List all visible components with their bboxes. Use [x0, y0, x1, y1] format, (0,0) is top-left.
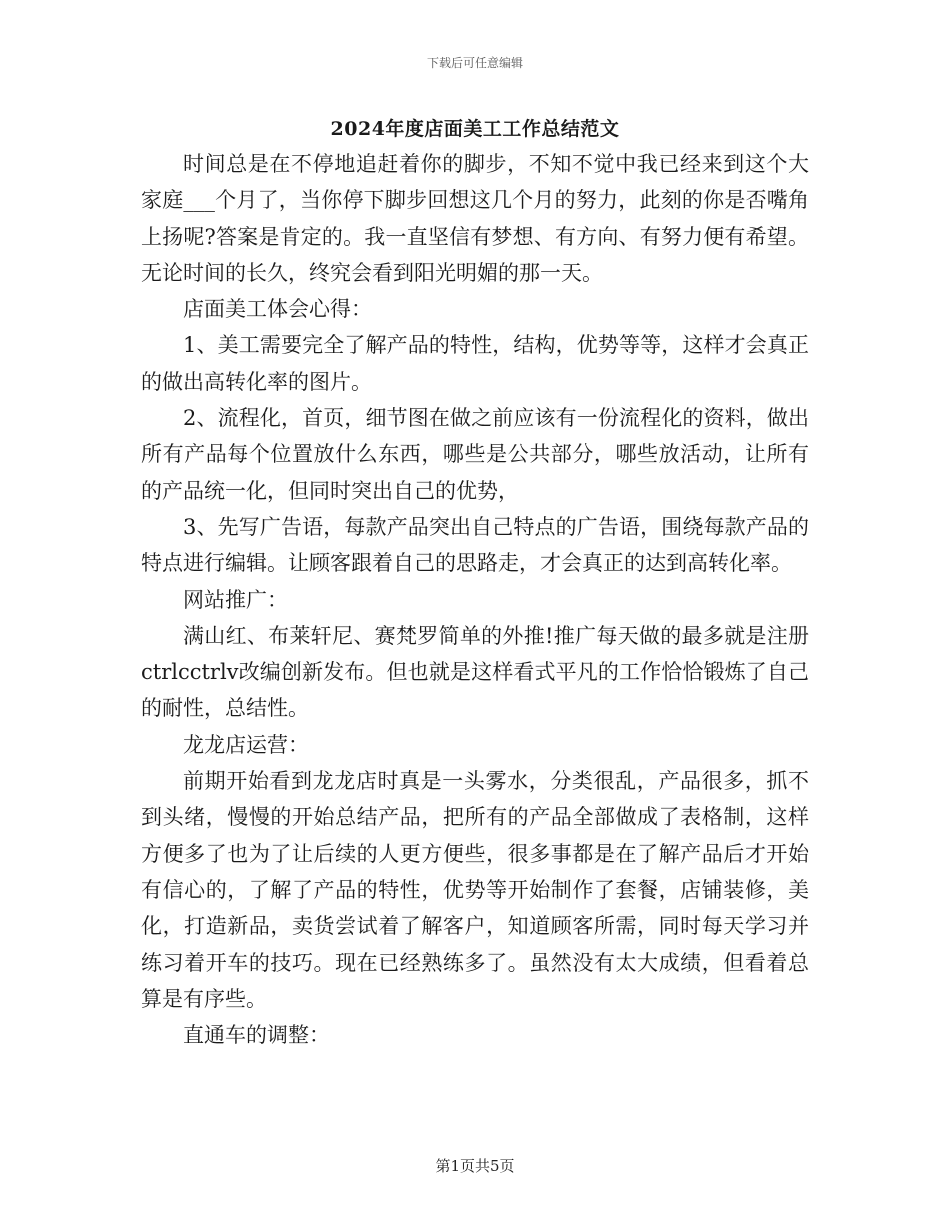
section-heading-operations: 龙龙店运营：	[183, 732, 309, 757]
list-item-2: 2、流程化，首页，细节图在做之前应该有一份流程化的资料，做出所有产品每个位置放什么东西，哪些是公共部分，哪些放活动，让所有的产品统一化，但同时突出自己的优势，	[141, 406, 809, 503]
list-item-3: 3、先写广告语，每款产品突出自己特点的广告语，围绕每款产品的特点进行编辑。让顾客跟着自己的思路走，才会真正的达到高转化率。	[141, 514, 809, 576]
document-title: 2024年度店面美工工作总结范文	[330, 118, 620, 140]
page-header-note: 下载后可任意编辑	[426, 56, 523, 70]
paragraph-promotion: 满山红、布莱轩尼、赛梵罗简单的外推!推广每天做的最多就是注册ctrlcctrlv改编创新发布。但也就是这样看式平凡的工作恰恰锻炼了自己的耐性，总结性。	[141, 623, 809, 721]
section-heading-adjustment: 直通车的调整：	[183, 1023, 330, 1048]
document-body	[141, 112, 809, 1053]
paragraph-intro: 时间总是在不停地追赶着你的脚步，不知不觉中我已经来到这个大家庭___个月了，当你停下脚步回想这几个月的努力，此刻的你是否嘴角上扬呢?答案是肯定的。我一直坚信有梦想、有方向、有努力便有希望。无论时间的长久，终究会看到阳光明媚的那一天。	[141, 152, 809, 285]
section-heading-experience: 店面美工体会心得：	[183, 297, 372, 322]
paragraph-operations: 前期开始看到龙龙店时真是一头雾水，分类很乱，产品很多，抓不到头绪，慢慢的开始总结产品，把所有的产品全部做成了表格制，这样方便多了也为了让后续的人更方便些，很多事都是在了解产品后才开始有信心的，了解了产品的特性，优势等开始制作了套餐，店铺装修，美化，打造新品，卖货尝试着了解客户，知道顾客所需，同时每天学习并练习着开车的技巧。现在已经熟练多了。虽然没有太大成绩，但看着总算是有序些。	[141, 769, 809, 1011]
section-heading-promotion: 网站推广：	[183, 587, 288, 612]
page-number: 第1页共5页	[435, 1157, 515, 1175]
list-item-1: 1、美工需要完全了解产品的特性，结构，优势等等，这样才会真正的做出高转化率的图片。	[141, 333, 809, 394]
